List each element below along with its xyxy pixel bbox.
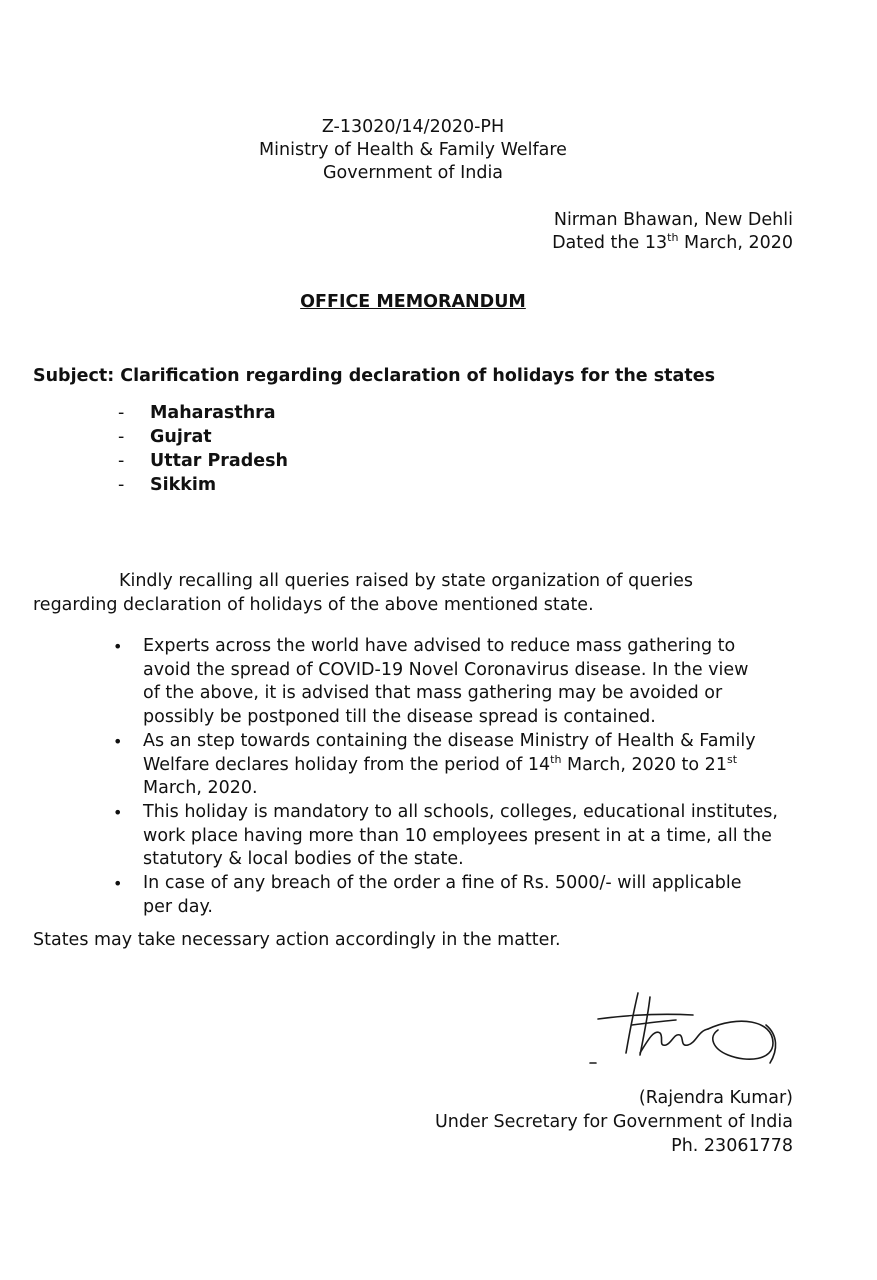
list-item (118, 474, 288, 498)
dash-marker: - (118, 427, 125, 447)
list-item (118, 426, 288, 450)
reference-number: Z-13020/14/2020-PH (321, 117, 505, 137)
list-item: • As an step towards containing the disease Ministry of Health & Family Welfare declares holiday from the period of 14th March, 2020 to 21st March, 2020. (113, 730, 756, 799)
bullet-icon: • (113, 802, 123, 822)
list-item (118, 402, 288, 426)
intro-paragraph (33, 569, 733, 617)
ministry-name: Ministry of Health & Family Welfare (259, 140, 567, 160)
state-list (118, 402, 288, 498)
list-item (118, 450, 288, 474)
place-date-block (552, 209, 793, 255)
signature-icon (588, 985, 788, 1070)
list-item: • This holiday is mandatory to all schools, colleges, educational institutes, work place having more than 10 employees present in at a time, all the statutory & local bodies of the state. (113, 801, 778, 870)
list-item: • In case of any breach of the order a fine of Rs. 5000/- will applicable per day. (113, 873, 742, 917)
intro-line: regarding declaration of holidays of the above mentioned state. (33, 595, 594, 615)
state-name: Uttar Pradesh (150, 451, 289, 471)
directive-list (113, 635, 803, 919)
government-name: Government of India (322, 163, 504, 183)
subject-line: Subject: Clarification regarding declaration of holidays for the states (33, 366, 715, 386)
signatory-block (435, 1086, 793, 1158)
date: Dated the 13th March, 2020 (552, 231, 793, 253)
state-name: Maharasthra (150, 403, 276, 423)
state-name: Gujrat (150, 427, 212, 447)
dash-marker: - (118, 475, 125, 495)
bullet-icon: • (113, 874, 123, 894)
dash-marker: - (118, 403, 125, 423)
closing-statement: States may take necessary action accordingly in the matter. (33, 930, 561, 950)
signatory-phone: Ph. 23061778 (671, 1136, 793, 1156)
signatory-designation: Under Secretary for Government of India (434, 1112, 793, 1132)
dash-marker: - (118, 451, 125, 471)
state-name: Sikkim (150, 475, 217, 495)
letterhead (0, 116, 826, 185)
place: Nirman Bhawan, New Dehli (553, 210, 793, 230)
bullet-icon: • (113, 637, 123, 656)
bullet-icon: • (113, 731, 123, 751)
list-item: • Experts across the world have advised to reduce mass gathering to avoid the spread of COVID-19 Novel Coronavirus disease. In the view of the above, it is advised that mass gathering may be avoided or possibly be postponed till the disease spread is contained. (113, 636, 749, 728)
signatory-name: (Rajendra Kumar) (638, 1088, 793, 1108)
intro-line: Kindly recalling all queries raised by state organization of queries (119, 571, 694, 591)
document-title: OFFICE MEMORANDUM (300, 292, 526, 312)
